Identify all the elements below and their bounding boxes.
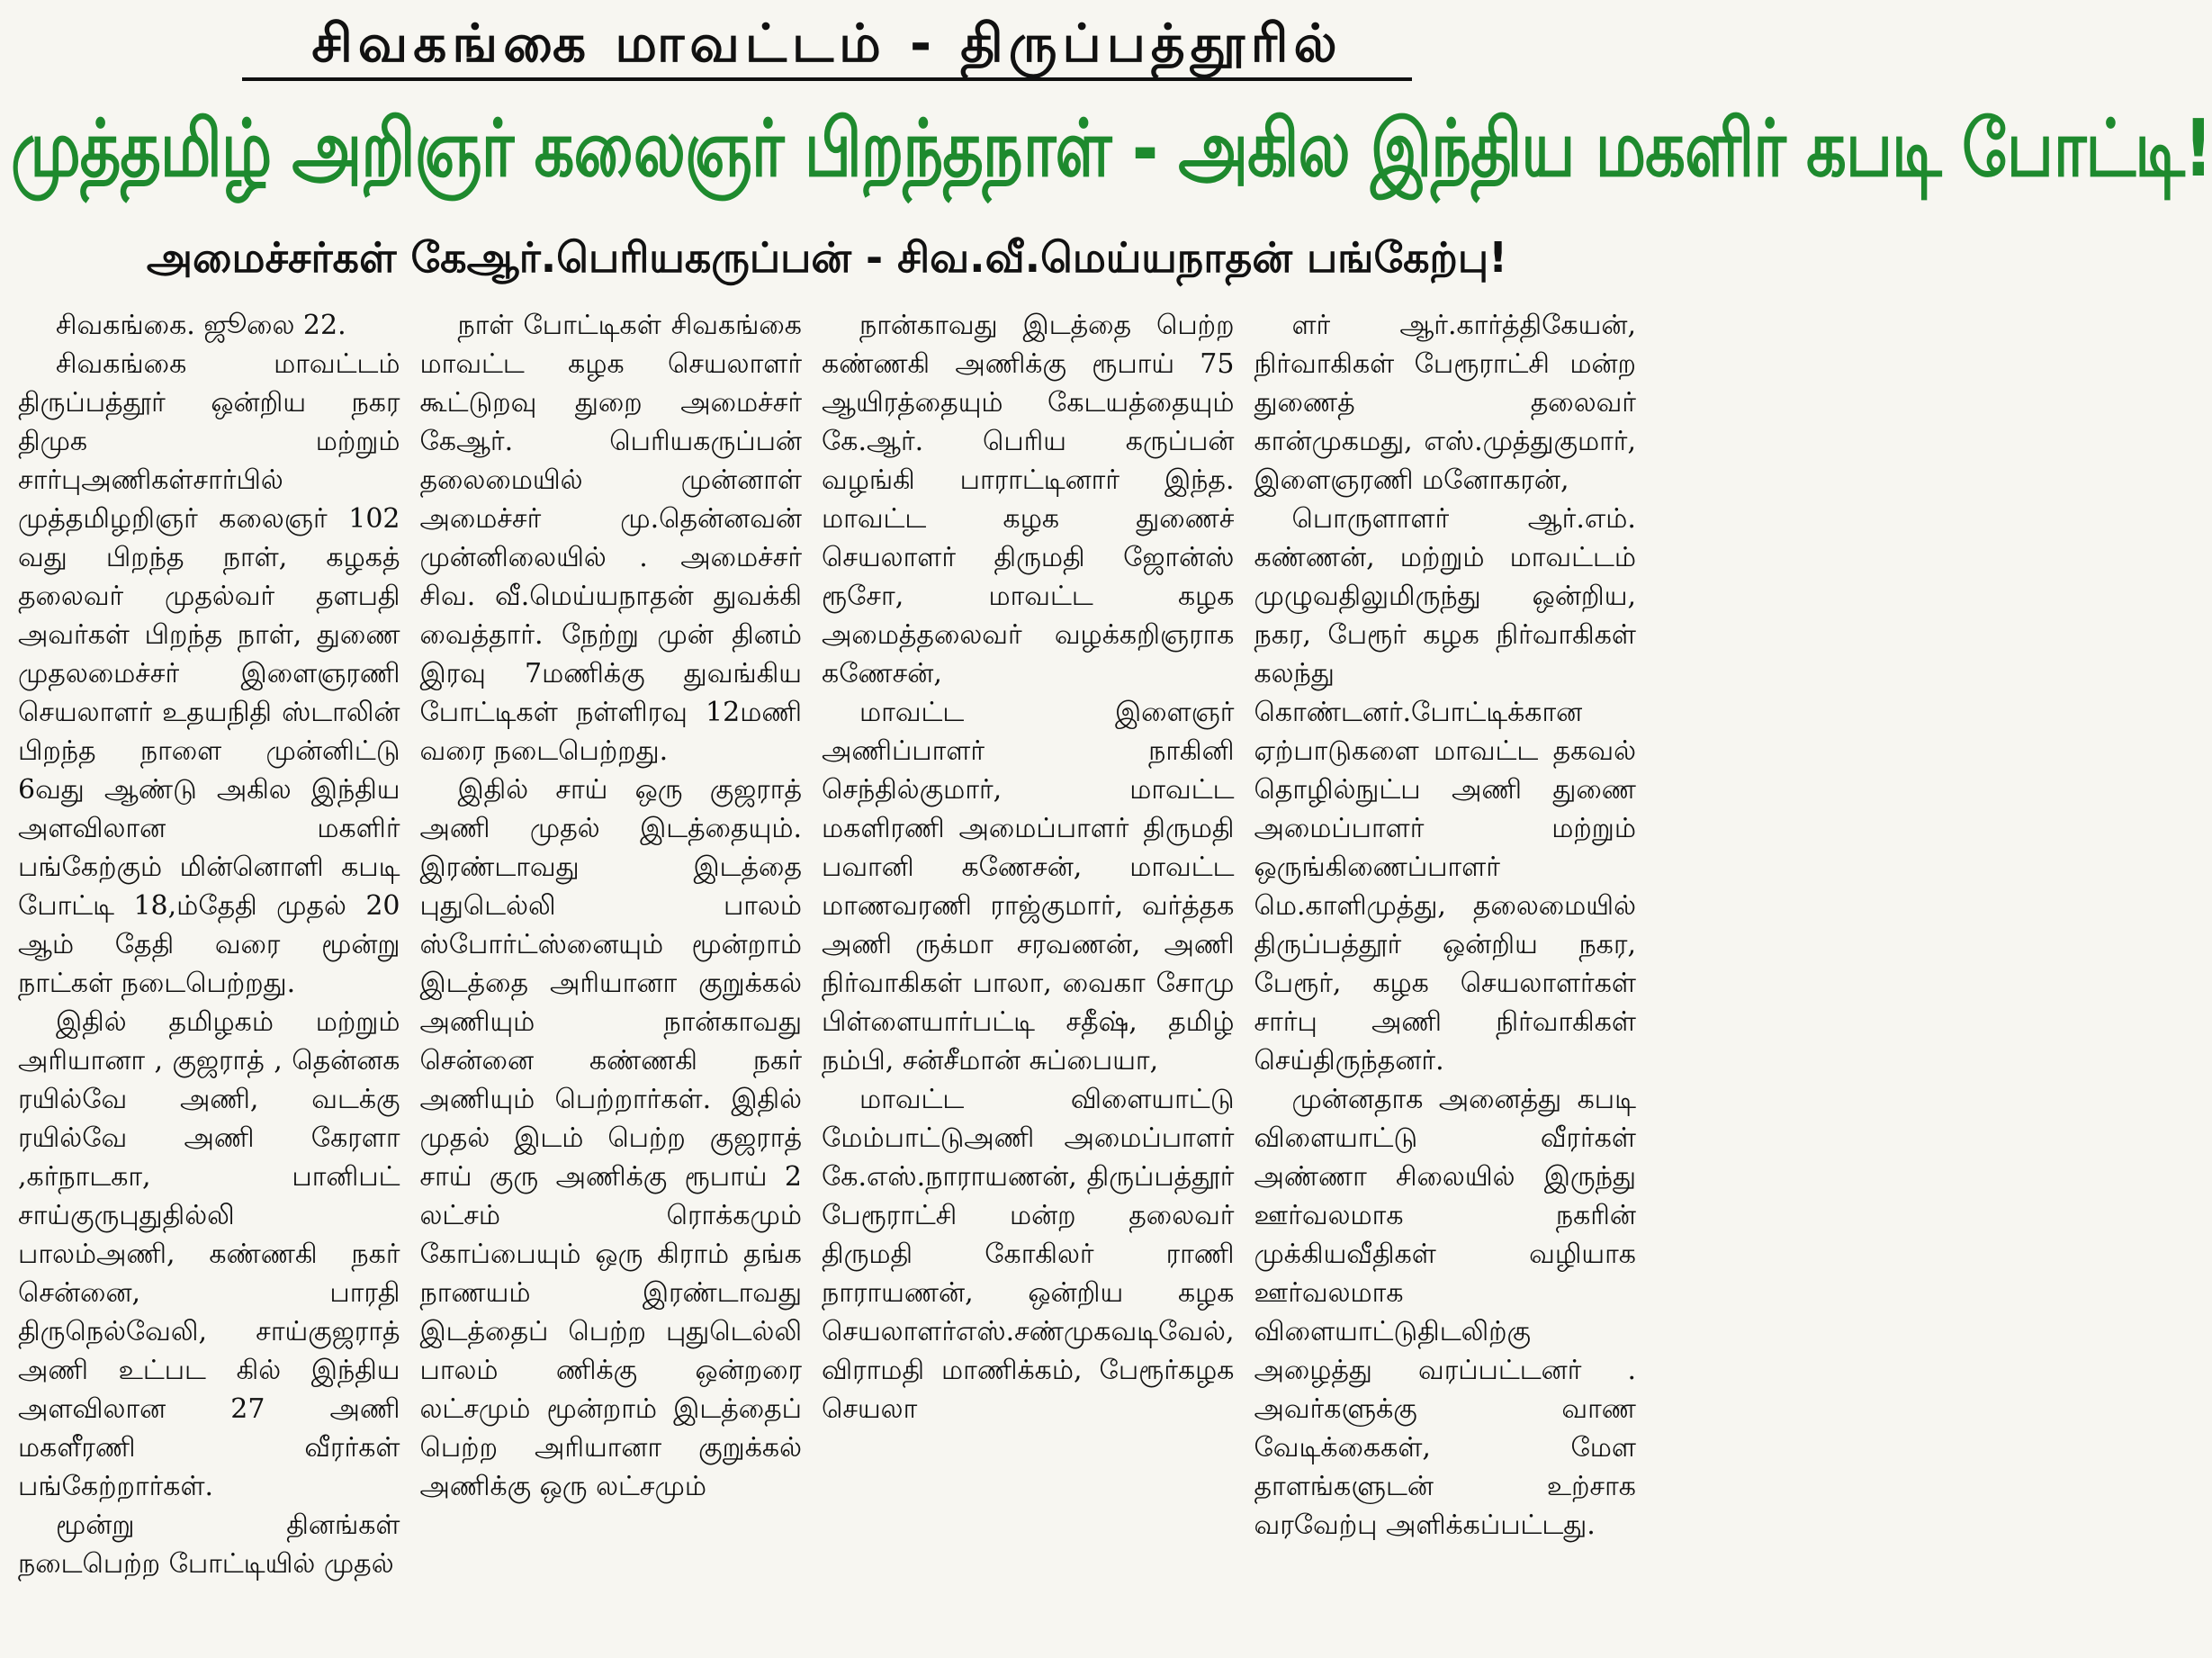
paragraph: இதில் தமிழகம் மற்றும் அரியானா , குஜராத் , தென்னக ரயில்வே அணி, வடக்கு ரயில்வே அணி கேரளா ,கர்நாடகா, பானிபட் சாய்குருபுதுதில்லி பாலம்அணி, கண்ணகி நகர் சென்னை, பாரதி திருநெல்வேலி, சாய்குஜராத் அணி உட்பட கில் இந்திய அளவிலான 27 அணி மகளீரணி வீரர்கள் பங்கேற்றார்கள். bbox=[18, 1006, 400, 1502]
article-body bbox=[11, 299, 1643, 1631]
paragraph: பொருளாளர் ஆர்.எம். கண்ணன், மற்றும் மாவட்டம் முழுவதிலுமிருந்து ஒன்றிய, நகர, பேரூர் கழக நிர்வாகிகள் கலந்து கொண்டனர்.போட்டிக்கான ஏற்பாடுகளை மாவட்ட தகவல் தொழில்நுட்ப அணி துணை அமைப்பாளர் மற்றும் ஒருங்கிணைப்பாளர் மெ.காளிமுத்து, தலைமையில் திருப்பத்தூர் ஒன்றிய நகர, பேரூர், கழக செயலாளர்கள் சார்பு அணி நிர்வாகிகள் செய்திருந்தனர். bbox=[1254, 503, 1636, 1077]
article-column-4 bbox=[1254, 306, 1636, 1631]
paragraph: முன்னதாக அனைத்து கபடி விளையாட்டு வீரர்கள் அண்ணா சிலையில் இருந்து ஊர்வலமாக நகரின் முக்கியவீதிகள் வழியாக ஊர்வலமாக விளையாட்டுதிடலிற்கு அழைத்து வரப்பட்டனர் . அவர்களுக்கு வாண வேடிக்கைகள், மேள தாளங்களுடன் உற்சாக வரவேற்பு அளிக்கப்பட்டது. bbox=[1254, 1084, 1636, 1541]
subheadline: அமைச்சர்கள் கேஆர்.பெரியகருப்பன் - சிவ.வீ.மெய்யநாதன் பங்கேற்பு! bbox=[146, 233, 1508, 282]
article-column-1 bbox=[18, 306, 400, 1631]
paragraph: நான்காவது இடத்தை பெற்ற கண்ணகி அணிக்கு ரூபாய் 75 ஆயிரத்தையும் கேடயத்தையும் கே.ஆர். பெரிய கருப்பன் வழங்கி பாராட்டினார் இந்த. மாவட்ட கழக துணைச் செயலாளர் திருமதி ஜோன்ஸ் ரூசோ, மாவட்ட கழக அமைத்தலைவர் வழக்கறிஞராக கணேசன், bbox=[822, 310, 1235, 689]
paragraph: இதில் சாய் ஒரு குஜராத் அணி முதல் இடத்தையும். இரண்டாவது இடத்தை புதுடெல்லி பாலம் ஸ்போர்ட்ஸ்னையும் மூன்றாம் இடத்தை அரியானா குறுக்கல் அணியும் நான்காவது சென்னை கண்ணகி நகர் அணியும் பெற்றார்கள். இதில் முதல் இடம் பெற்ற குஜராத் சாய் குரு அணிக்கு ரூபாய் 2 லட்சம் ரொக்கமும் கோப்பையும் ஒரு கிராம் தங்க நாணயம் இரண்டாவது இடத்தைப் பெற்ற புதுடெல்லி பாலம் ணிக்கு ஒன்றரை லட்சமும் மூன்றாம் இடத்தைப் பெற்ற அரியானா குறுக்கல் அணிக்கு ஒரு லட்சமும் bbox=[419, 774, 802, 1502]
paragraph: மூன்று தினங்கள் நடைபெற்ற போட்டியில் முதல் bbox=[18, 1509, 400, 1580]
paragraph: மாவட்ட இளைஞர் அணிப்பாளர் நாகினி செந்தில்குமார், மாவட்ட மகளிரணி அமைப்பாளர் திருமதி பவானி கணேசன், மாவட்ட மாணவரணி ராஜ்குமார், வர்த்தக அணி ருக்மா சரவணன், அணி நிர்வாகிகள் பாலா, வைகா சோமு பிள்ளையார்பட்டி சதீஷ், தமிழ் நம்பி, சன்சீமான் சுப்பையா, bbox=[822, 697, 1235, 1077]
paragraph: ளர் ஆர்.கார்த்திகேயன், நிர்வாகிகள் பேரூராட்சி மன்ற துணைத் தலைவர் கான்முகமது, எஸ்.முத்துகுமார், இளைஞரணி மனோகரன், bbox=[1254, 310, 1636, 496]
paragraph: நாள் போட்டிகள் சிவகங்கை மாவட்ட கழக செயலாளர் கூட்டுறவு துறை அமைச்சர் கேஆர். பெரியகருப்பன் தலைமையில் முன்னாள் அமைச்சர் மு.தென்னவன் முன்னிலையில் . அமைச்சர் சிவ. வீ.மெய்யநாதன் துவக்கி வைத்தார். நேற்று முன் தினம் இரவு 7மணிக்கு துவங்கிய போட்டிகள் நள்ளிரவு 12மணி வரை நடைபெற்றது. bbox=[419, 310, 802, 767]
kicker-line: சிவகங்கை மாவட்டம் - திருப்பத்தூரில் bbox=[311, 13, 1343, 74]
paragraph: மாவட்ட விளையாட்டு மேம்பாட்டுஅணி அமைப்பாளர் கே.எஸ்.நாராயணன், திருப்பத்தூர் பேரூராட்சி மன்ற தலைவர் திருமதி கோகிலர் ராணி நாராயணன், ஒன்றிய கழக செயலாளர்எஸ்.சண்முகவடிவேல், விராமதி மாணிக்கம், பேரூர்கழக செயலா bbox=[822, 1084, 1235, 1425]
article-column-2 bbox=[420, 306, 803, 1631]
paragraph: சிவகங்கை. ஜூலை 22. bbox=[56, 310, 346, 341]
paragraph: சிவகங்கை மாவட்டம் திருப்பத்தூர் ஒன்றிய நகர திமுக மற்றும் சார்புஅணிகள்சார்பில் முத்தமிழறிஞர் கலைஞர் 102 வது பிறந்த நாள், கழகத் தலைவர் முதல்வர் தளபதி அவர்கள் பிறந்த நாள், துணை முதலமைச்சர் இளைஞரணி செயலாளர் உதயநிதி ஸ்டாலின் பிறந்த நாளை முன்னிட்டு 6வது ஆண்டு அகில இந்திய அளவிலான மகளிர் பங்கேற்கும் மின்னொளி கபடி போட்டி 18,ம்தேதி முதல் 20 ஆம் தேதி வரை மூன்று நாட்கள் நடைபெற்றது. bbox=[18, 348, 400, 999]
headline: முத்தமிழ் அறிஞர் கலைஞர் பிறந்தநாள் - அகில இந்திய மகளிர் கபடி போட்டி! bbox=[11, 102, 2212, 195]
article-column-3 bbox=[822, 306, 1234, 1631]
